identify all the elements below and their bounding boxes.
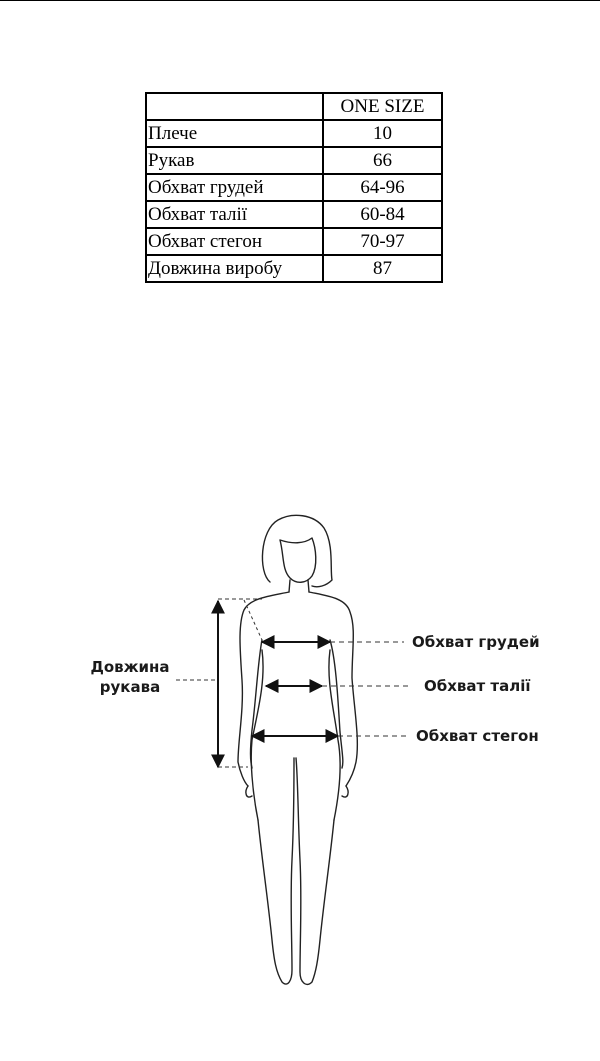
row-label: Довжина виробу: [146, 255, 323, 282]
sleeve-length-label-line1: Довжина: [90, 658, 170, 676]
sleeve-length-measure: [176, 599, 262, 767]
measurement-diagram: [0, 500, 600, 1000]
row-value: 60-84: [323, 201, 442, 228]
table-row: [146, 255, 442, 282]
row-value: 64-96: [323, 174, 442, 201]
row-value: 70-97: [323, 228, 442, 255]
left-inner-arm: [251, 640, 263, 768]
table-row: [146, 120, 442, 147]
table-header-row: [146, 93, 442, 120]
hair-outline: [262, 515, 332, 586]
table-row: [146, 147, 442, 174]
row-value: 66: [323, 147, 442, 174]
row-label: Плече: [146, 120, 323, 147]
row-label: Обхват талії: [146, 201, 323, 228]
torso-left-outline: [238, 592, 289, 786]
torso-right-outline: [309, 592, 357, 786]
waist-label: Обхват талії: [424, 677, 531, 695]
right-hand-outline: [342, 786, 348, 797]
face-outline: [280, 538, 316, 582]
chest-label: Обхват грудей: [412, 633, 540, 651]
table-header-size: ONE SIZE: [323, 93, 442, 120]
row-label: Рукав: [146, 147, 323, 174]
table-header-empty: [146, 93, 323, 120]
table-row: [146, 201, 442, 228]
table-row: [146, 228, 442, 255]
body-silhouette: [238, 515, 357, 984]
row-label: Обхват грудей: [146, 174, 323, 201]
row-label: Обхват стегон: [146, 228, 323, 255]
right-leg-outline: [296, 758, 334, 984]
top-divider: [0, 0, 600, 1]
table-row: [146, 174, 442, 201]
row-value: 87: [323, 255, 442, 282]
sleeve-length-label-line2: рукава: [99, 678, 161, 696]
left-leg-outline: [258, 758, 294, 984]
size-chart-table: [145, 92, 443, 283]
body-measurement-figure: [0, 500, 600, 1000]
hips-label: Обхват стегон: [416, 727, 539, 745]
left-hand-outline: [246, 786, 252, 797]
row-value: 10: [323, 120, 442, 147]
